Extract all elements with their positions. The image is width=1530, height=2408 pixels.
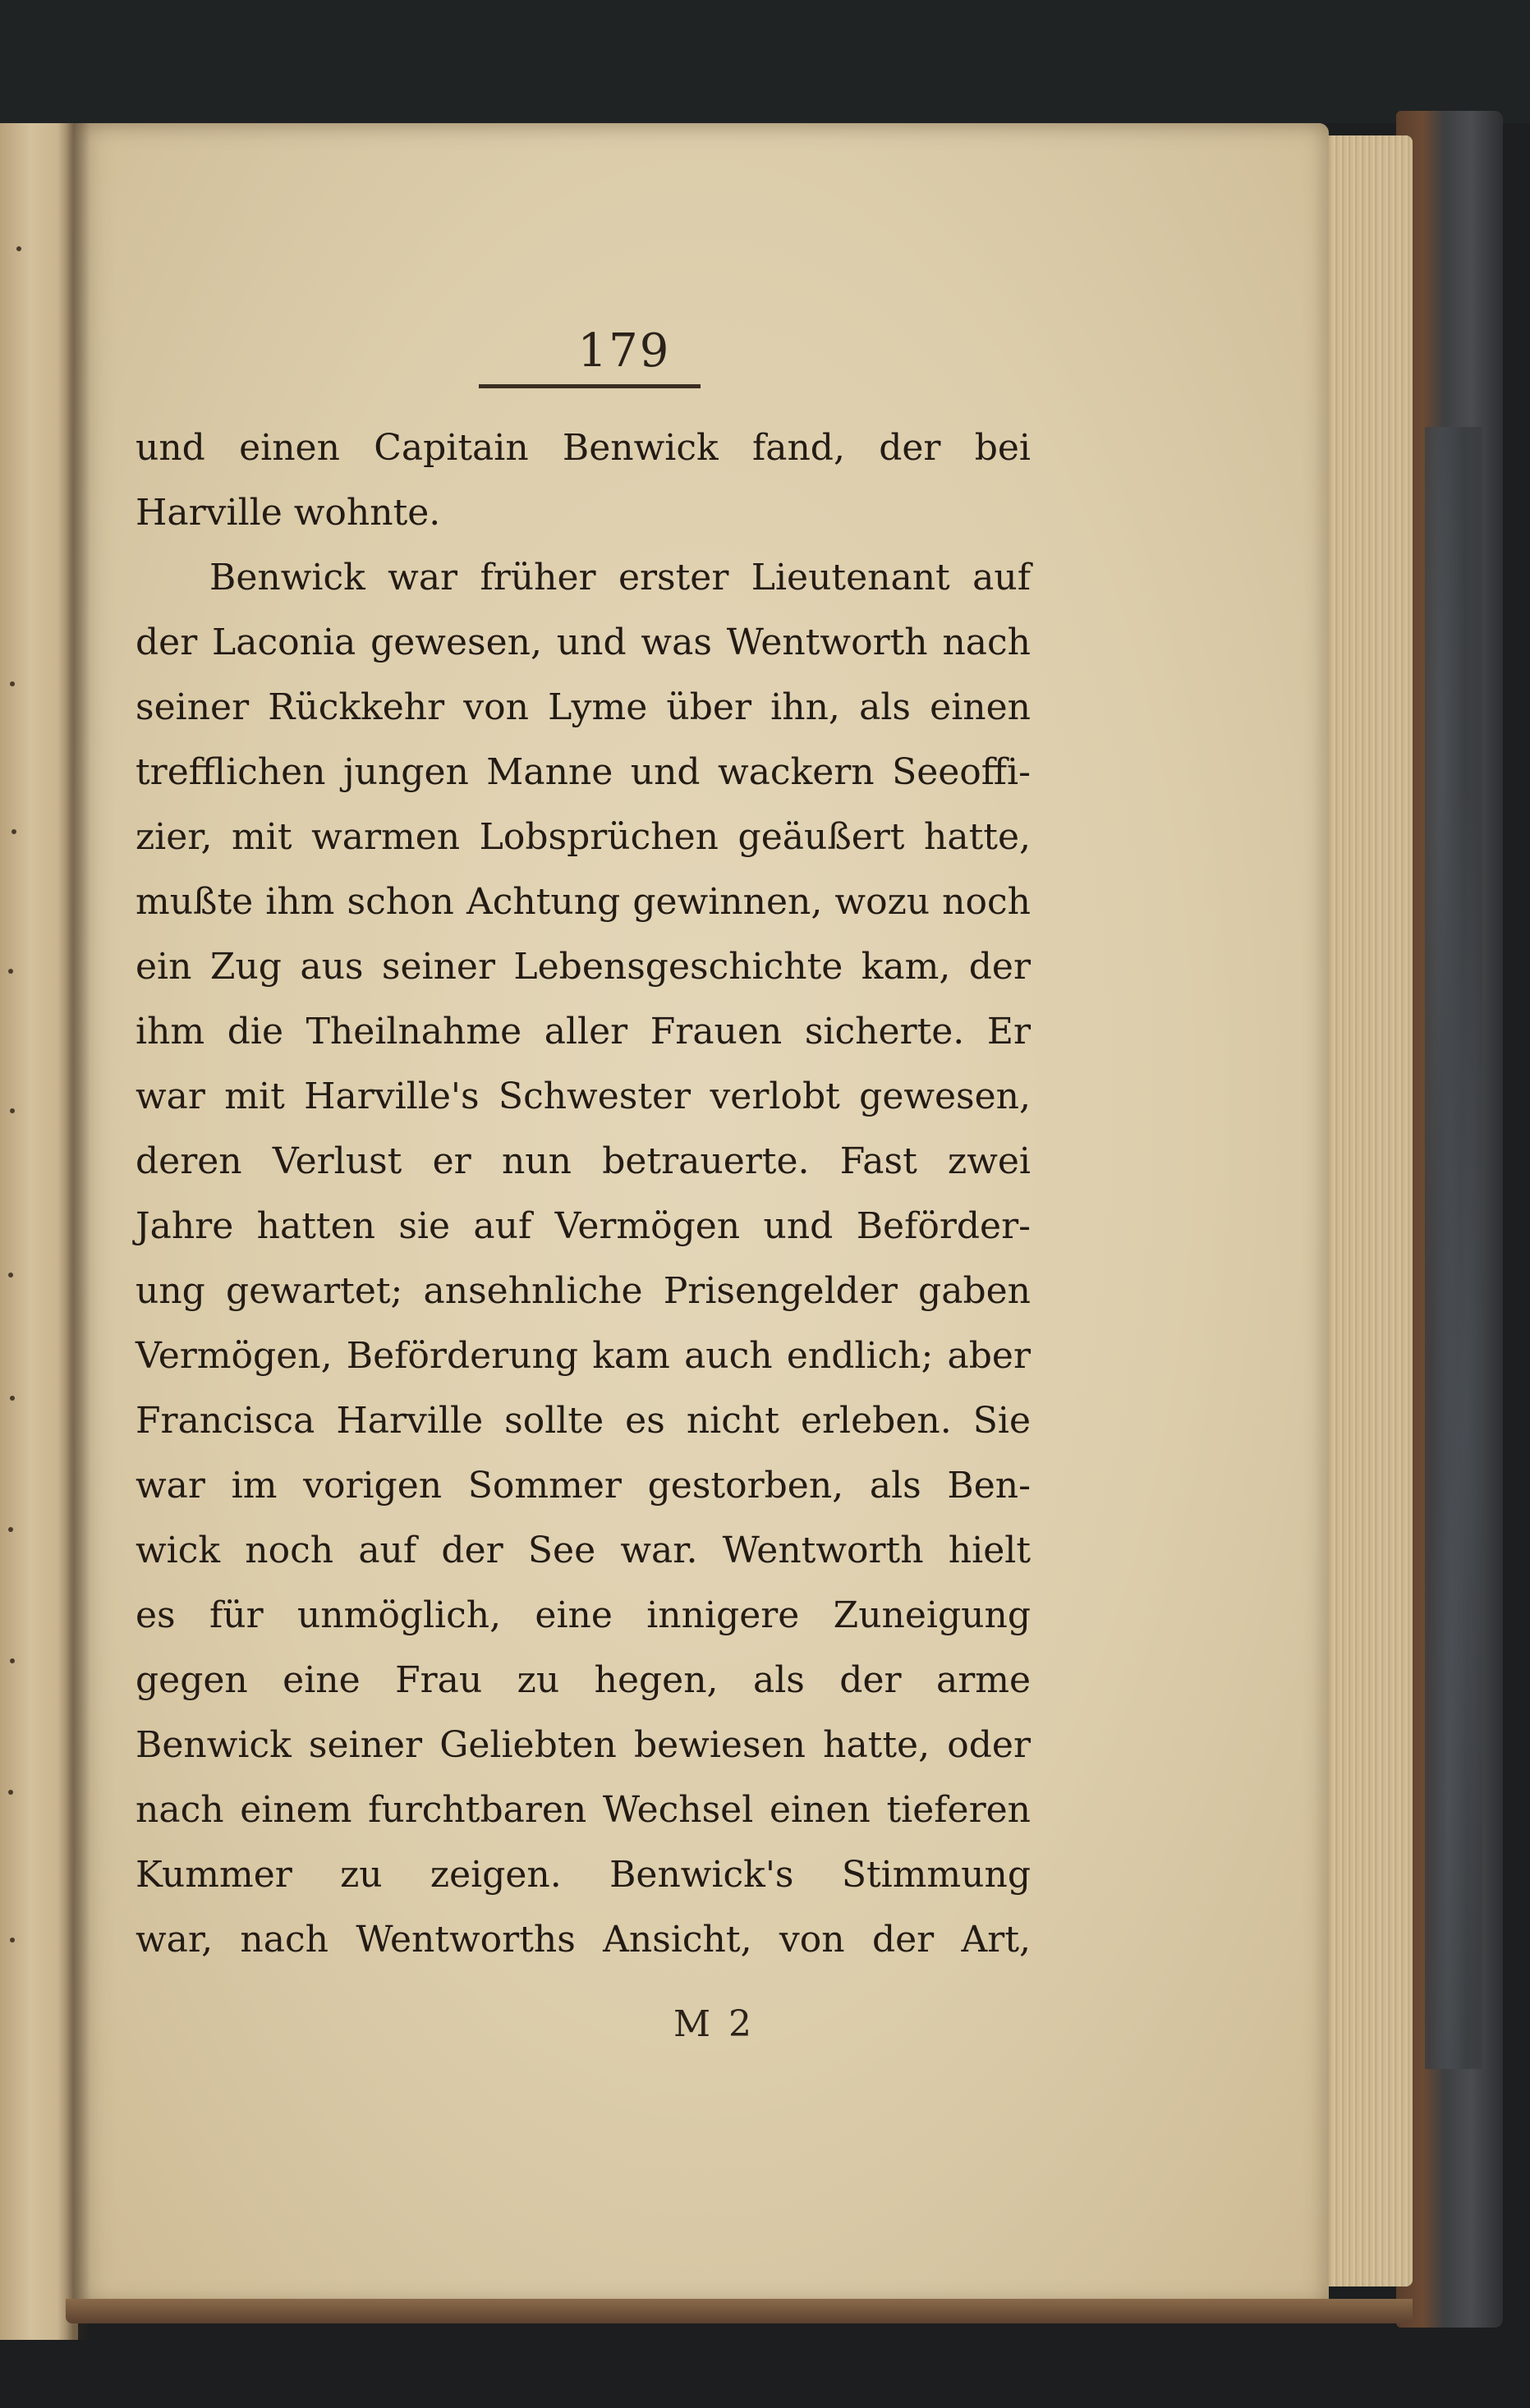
text-line: mußte ihm schon Achtung gewinnen, wozu noch (136, 881, 1031, 923)
text-line: seiner Rückkehr von Lyme über ihn, als einen (136, 686, 1031, 728)
text-line: war mit Harville's Schwester verlobt gewesen, (136, 1076, 1031, 1117)
text-line: ung gewartet; ansehnliche Prisengelder gaben (136, 1270, 1031, 1312)
text-line: war, nach Wentworths Ansicht, von der Art, (136, 1919, 1031, 1961)
marbled-cover (1425, 427, 1482, 2069)
text-line: es für unmöglich, eine innigere Zuneigung (136, 1594, 1031, 1636)
header-rule (479, 384, 701, 388)
text-line: deren Verlust er nun betrauerte. Fast zwei (136, 1140, 1031, 1182)
text-line: Benwick war früher erster Lieutenant auf (209, 557, 1031, 599)
page-number: 179 (577, 324, 671, 378)
scanner-backdrop (0, 0, 1530, 123)
text-line: nach einem furchtbaren Wechsel einen tieferen (136, 1789, 1031, 1831)
text-line: trefflichen jungen Manne und wackern Seeoffi- (136, 751, 1031, 793)
text-line: war im vorigen Sommer gestorben, als Ben- (136, 1465, 1031, 1507)
text-line: Francisca Harville sollte es nicht erleben. Sie (136, 1400, 1031, 1442)
text-line: und einen Capitain Benwick fand, der bei (136, 427, 1031, 469)
body-text (136, 415, 1031, 1972)
signature-mark: M 2 (673, 2003, 756, 2045)
text-line: Harville wohnte. (136, 492, 441, 534)
text-line: ein Zug aus seiner Lebensgeschichte kam, der (136, 946, 1031, 988)
text-line: Kummer zu zeigen. Benwick's Stimmung (136, 1854, 1031, 1896)
book-bottom-edge (66, 2299, 1413, 2323)
text-line: gegen eine Frau zu hegen, als der arme (136, 1659, 1031, 1701)
text-line: der Laconia gewesen, und was Wentworth nach (136, 621, 1031, 663)
text-line: Jahre hatten sie auf Vermögen und Beförder- (136, 1205, 1031, 1247)
text-line: zier, mit warmen Lobsprüchen geäußert hatte, (136, 816, 1031, 858)
book-gutter (57, 123, 90, 2340)
text-line: Benwick seiner Geliebten bewiesen hatte, oder (136, 1724, 1031, 1766)
text-line: wick noch auf der See war. Wentworth hielt (136, 1530, 1031, 1571)
text-line: ihm die Theilnahme aller Frauen sicherte. Er (136, 1011, 1031, 1053)
text-line: Vermögen, Beförderung kam auch endlich; aber (136, 1335, 1031, 1377)
